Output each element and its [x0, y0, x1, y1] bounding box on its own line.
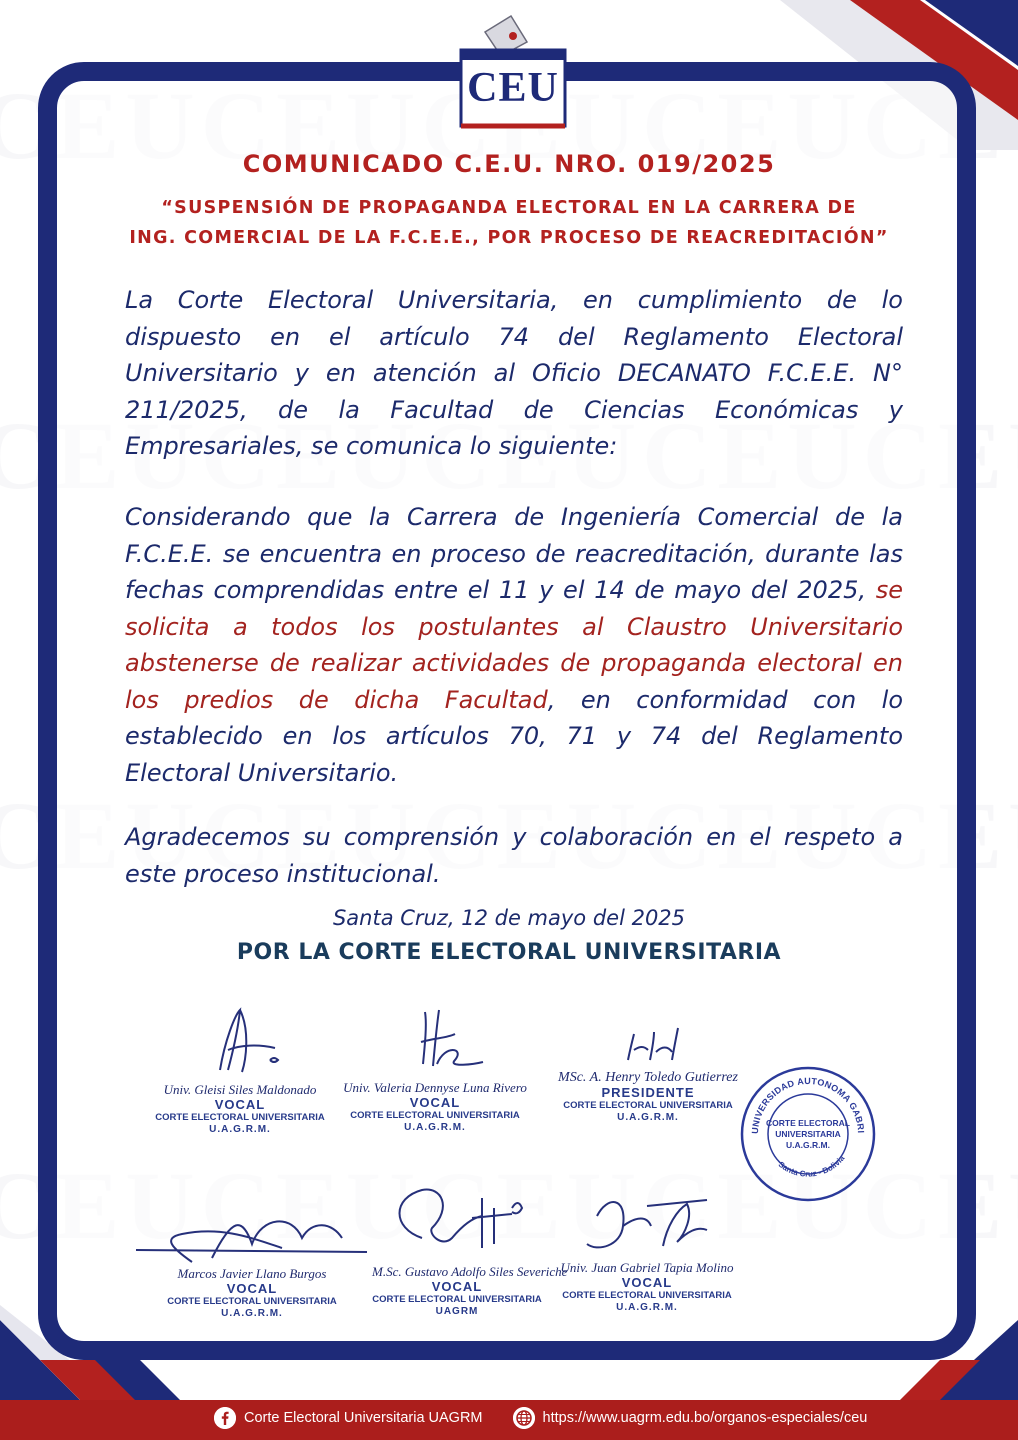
seal-bottom-text: Santa Cruz - Bolivia: [776, 1153, 847, 1179]
handwritten-signature: [132, 1208, 372, 1266]
handwritten-signature: [382, 1178, 532, 1264]
seal-center-line-3: U.A.G.R.M.: [786, 1140, 830, 1150]
facebook-icon[interactable]: [214, 1407, 236, 1429]
ceu-logo: [455, 10, 571, 130]
handwritten-signature: [588, 1020, 708, 1070]
signer-role: VOCAL: [226, 1281, 278, 1296]
signer-org: CORTE ELECTORAL UNIVERSITARIA: [350, 1110, 520, 1121]
signer-name: Marcos Javier Llano Burgos: [177, 1266, 327, 1281]
seal-center-line-1: CORTE ELECTORAL: [766, 1118, 850, 1128]
place-date: Santa Cruz, 12 de mayo del 2025: [332, 906, 686, 930]
signer-name: Univ. Valeria Dennyse Luna Rivero: [343, 1080, 527, 1095]
seal-graphic: [738, 1064, 878, 1204]
signer-org: CORTE ELECTORAL UNIVERSITARIA: [155, 1112, 325, 1123]
seal-center-line-2: UNIVERSITARIA: [775, 1129, 841, 1139]
seal-ring-text: UNIVERSIDAD AUTONOMA GABRI: [749, 1075, 867, 1135]
signer-org: CORTE ELECTORAL UNIVERSITARIA: [372, 1294, 542, 1305]
signature-block: [150, 1000, 330, 1135]
signer-role: PRESIDENTE: [601, 1085, 695, 1100]
footer-content: [214, 1405, 867, 1431]
signer-institution: U.A.G.R.M.: [221, 1308, 283, 1319]
signer-institution: U.A.G.R.M.: [617, 1112, 679, 1123]
svg-text:Santa Cruz - Bolivia: [777, 1153, 847, 1178]
paragraph-considering-start: Considerando que la Carrera de Ingeniería Comercial de la F.C.E.E. se encuentra en proceso de reacreditación, durante las fechas comprendidas entre el 11 y el 14 de mayo del 2025,: [125, 503, 903, 604]
signature-block: [552, 1186, 742, 1313]
handwritten-signature: [567, 1186, 727, 1260]
signer-org: CORTE ELECTORAL UNIVERSITARIA: [563, 1100, 733, 1111]
signature-block: [548, 1020, 748, 1123]
paragraph-intro: La Corte Electoral Universitaria, en cumplimiento de lo dispuesto en el artículo 74 del Reglamento Electoral Universitario y en atención al Oficio DECANATO F.C.E.E. N° 211/2025, de la Facultad de Ciencias Económicas y Empresariales, se comunica lo siguiente:: [125, 286, 903, 460]
signature-block: [132, 1208, 372, 1319]
signer-org: CORTE ELECTORAL UNIVERSITARIA: [562, 1290, 732, 1301]
signer-institution: UAGRM: [435, 1306, 479, 1317]
paragraph-thanks: Agradecemos su comprensión y colaboración en el respeto a este proceso institucional.: [125, 823, 903, 888]
signer-institution: U.A.G.R.M.: [209, 1124, 271, 1135]
paragraph-considering-end: , en conformidad con lo establecido en los artículos 70, 71 y 74 del Reglamento Electoral Universitario.: [125, 685, 903, 787]
communique-title: COMUNICADO C.E.U. NRO. 019/2025: [242, 150, 776, 178]
signer-name: MSc. A. Henry Toledo Gutierrez: [558, 1070, 738, 1085]
subtitle-line-1: “SUSPENSIÓN DE PROPAGANDA ELECTORAL EN LA CARRERA DE: [161, 198, 857, 218]
signature-block: [340, 1004, 530, 1133]
signer-name: Univ. Juan Gabriel Tapia Molino: [560, 1260, 734, 1275]
signer-role: VOCAL: [431, 1279, 483, 1294]
signer-name: Univ. Gleisi Siles Maldonado: [163, 1082, 317, 1097]
website-link[interactable]: https://www.uagrm.edu.bo/organos-especiales/ceu: [542, 1410, 868, 1426]
paragraph-considering-highlight: se solicita a todos los postulantes al Claustro Universitario abstenerse de realizar actividades de propaganda electoral en los predios de dicha Facultad: [125, 576, 903, 714]
signature-block: [372, 1178, 568, 1317]
handwritten-signature: [375, 1004, 495, 1080]
handwritten-signature: [180, 1000, 300, 1082]
paragraph-considering: [125, 499, 903, 791]
globe-icon[interactable]: [513, 1407, 535, 1429]
facebook-link[interactable]: Corte Electoral Universitaria UAGRM: [244, 1410, 483, 1426]
signer-institution: U.A.G.R.M.: [616, 1302, 678, 1313]
logo-text: CEU: [467, 65, 559, 111]
signing-body: POR LA CORTE ELECTORAL UNIVERSITARIA: [236, 940, 782, 965]
university-seal: [738, 1064, 878, 1204]
signer-role: VOCAL: [621, 1275, 673, 1290]
signer-name: M.Sc. Gustavo Adolfo Siles Severiche: [372, 1264, 568, 1279]
signer-org: CORTE ELECTORAL UNIVERSITARIA: [167, 1296, 337, 1307]
communique-subtitle: [60, 193, 958, 253]
subtitle-line-2: ING. COMERCIAL DE LA F.C.E.E., POR PROCESO DE REACREDITACIÓN”: [129, 228, 889, 248]
signer-institution: U.A.G.R.M.: [404, 1122, 466, 1133]
signer-role: VOCAL: [214, 1097, 266, 1112]
signer-role: VOCAL: [409, 1095, 461, 1110]
